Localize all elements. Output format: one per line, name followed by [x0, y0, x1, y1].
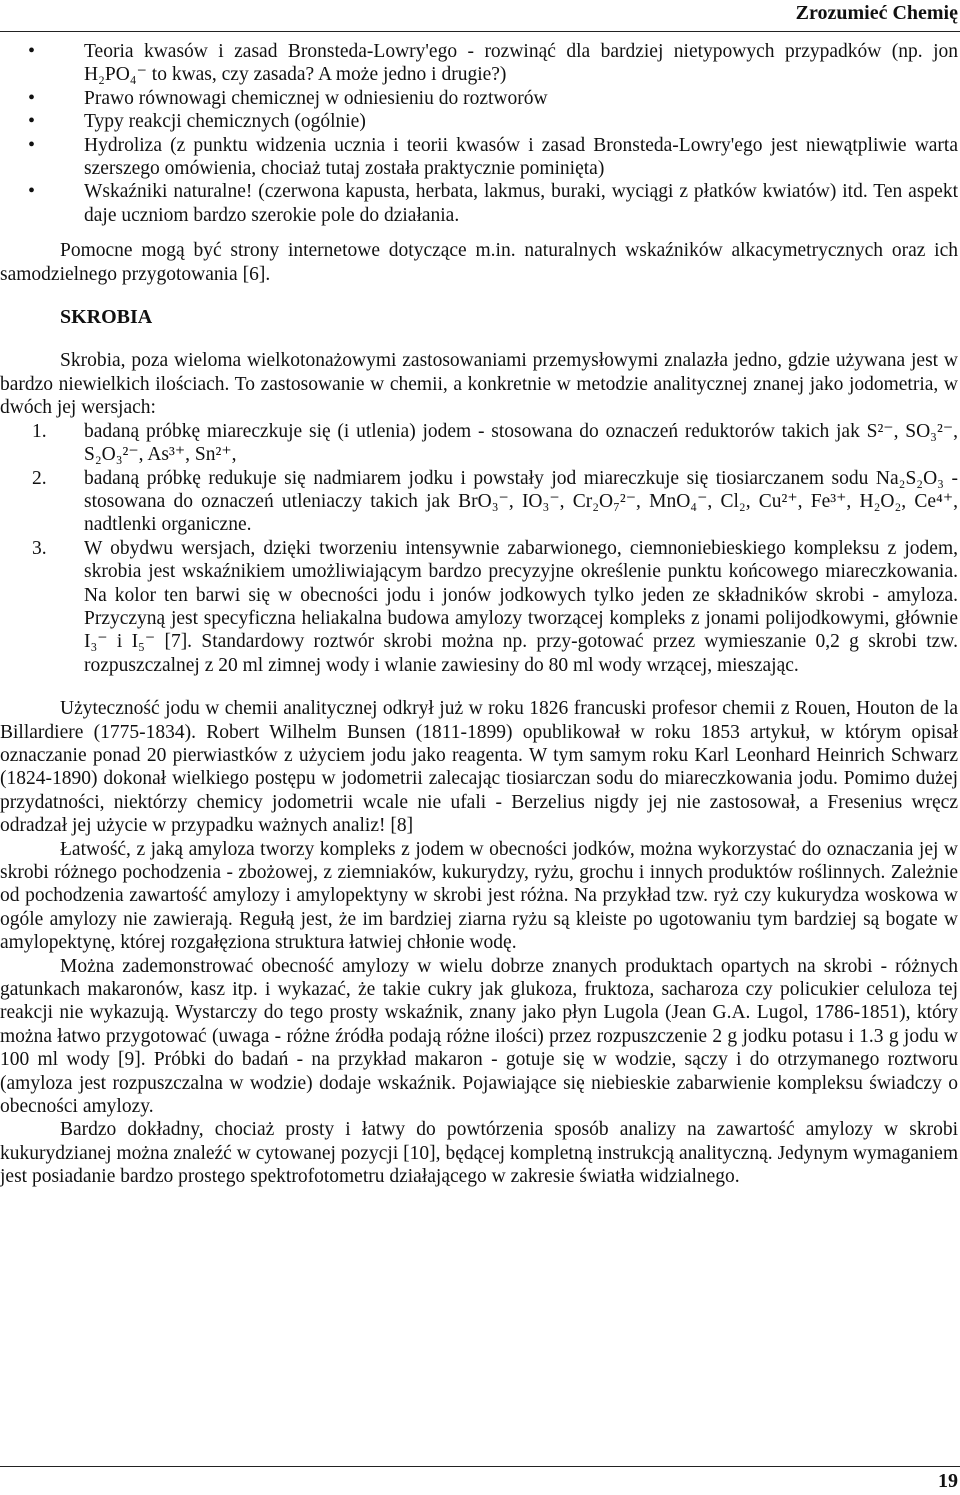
- bullet-item: • Wskaźniki naturalne! (czerwona kapusta, herbata, lakmus, buraki, wyciągi z płatków kwiatów) itd. Ten aspekt daje uczniom bardzo szerokie pole do działania.: [0, 180, 958, 227]
- footer-rule: [0, 1466, 960, 1467]
- item-number: 3.: [32, 537, 47, 559]
- item-number: 2.: [32, 467, 47, 489]
- bullet-item: • Teoria kwasów i zasad Bronsteda-Lowry'ego - rozwinąć dla bardziej nietypowych przypadków (np. jon H₂PO₄⁻ to kwas, czy zasada? A może jedno i drugie?): [0, 40, 958, 87]
- body-paragraph: Użyteczność jodu w chemii analitycznej odkrył już w roku 1826 francuski profesor chemii z Rouen, Houton de la Billardiere (1775-1834). Robert Wilhelm Bunsen (1811-1899) opublikował w roku 1853 artykuł, w którym opisał oznaczanie ponad 20 pierwiastków z użyciem jodu jako reagenta. W tym samym roku Karl Leonhard Heinrich Schwarz (1824-1890) dokonał wielkiego postępu w jodometrii zalecając tiosiarczan sodu do miareczkowania jodu. Pomimo dużej przydatności, niektórzy chemicy jodometrii wcale nie ufali - Berzelius nigdy jej nie zastosował, a Fresenius wręcz odradzał jej użycie w przypadku ważnych analiz! [8]: [0, 698, 958, 837]
- topic-bullet-list: [0, 40, 958, 227]
- body-paragraph: Można zademonstrować obecność amylozy w wielu dobrze znanych produktach opartych na skrobi - różnych gatunkach makaronów, kasz itp. i wykazać, że takie cukry jak glukoza, fruktoza, sacharoza czy policukier celuloza tej reakcji nie wykazują. Wystarczy do tego prosty wskaźnik, znany jako płyn Lugola (Jean G.A. Lugol, 1786-1851), który można łatwo przygotować (uwaga - różne źródła podają różne ilości) przez rozpuszczenie 2 g jodku potasu i 1.3 g jodu w 100 ml wody [9]. Próbki do badań - na przykład makaron - gotuje się w wodzie, sączy i do otrzymanego roztworu (amyloza jest rozpuszczalna w wodzie) dodaje wskaźnik. Pojawiające się niebieskie zabarwienie kompleksu świadczy o obecności amylozy.: [0, 955, 958, 1118]
- section-heading: SKROBIA: [60, 306, 153, 329]
- page-number: 19: [938, 1470, 958, 1492]
- item-text: badaną próbkę redukuje się nadmiarem jodku i powstały jod miareczkuje się tiosiarczanem sodu Na₂S₂O₃ - stosowana do oznaczeń utleniaczy takich jak BrO₃⁻, IO₃⁻, Cr₂O₇²⁻, MnO₄⁻, Cl₂, Cu²⁺, Fe³⁺, H₂O₂, Ce⁴⁺, nadtlenki organiczne.: [84, 467, 958, 536]
- item-text: badaną próbkę miareczkuje się (i utlenia) jodem - stosowana do oznaczeń reduktorów takich jak S²⁻, SO₃²⁻, S₂O₃²⁻, As³⁺, Sn²⁺,: [84, 420, 958, 466]
- bullet-item: • Prawo równowagi chemicznej w odniesieniu do roztworów: [0, 87, 958, 110]
- page-content: [0, 40, 958, 1189]
- item-number: 1.: [32, 420, 47, 442]
- item-text: W obydwu wersjach, dzięki tworzeniu intensywnie zabarwionego, ciemnoniebieskiego kompleksu z jodem, skrobia jest wskaźnikiem umożliwiającym bardzo precyzyjne określenie punktu końcowego miareczkowania. Na kolor ten barwi się w obecności jodu i jonów jodkowych tylko jeden ze składników skrobi - amyloza. Przyczyną jest specyficzna heliakalna budowa amylozy tworzącej kompleks z jonami polijodkowymi, głównie I₃⁻ i I₅⁻ [7]. Standardowy roztwór skrobi można np. przy-gotować przez wymieszanie 0,2 g skrobi tzw. rozpuszczalnej z 20 ml zimnej wody i wlanie zawiesiny do 80 ml wody wrzącej, mieszając.: [84, 537, 958, 676]
- numbered-list: [0, 420, 958, 677]
- numbered-item: [0, 467, 958, 537]
- body-paragraph: Łatwość, z jaką amyloza tworzy kompleks z jodem w obecności jodków, można wykorzystać do oznaczania jej w skrobi różnego pochodzenia - zbożowej, z ziemniaków, kukurydzy, ryżu, grochu i innych produktów roślinnych. Zależnie od pochodzenia zawartość amylozy i amylopektyny w skrobi jest różna. Na przykład tzw. ryż czy kukurydza woskowa w ogóle amylozy nie zawierają. Regułą jest, że im bardziej ziarna ryżu są kleiste po ugotowaniu tym bardziej są bogate w amylopektynę, której rozgałęziona struktura łatwiej chłonie wodę.: [0, 838, 958, 954]
- help-paragraph: Pomocne mogą być strony internetowe dotyczące m.in. naturalnych wskaźników alkacymetrycznych oraz ich samodzielnego przygotowania [6].: [0, 240, 958, 285]
- bullet-item: • Hydroliza (z punktu widzenia ucznia i teorii kwasów i zasad Bronsteda-Lowry'ego jest niewątpliwie warta szerszego omówienia, chociaż tutaj została praktycznie pominięta): [0, 134, 958, 181]
- numbered-item: [0, 537, 958, 677]
- numbered-item: [0, 420, 958, 467]
- running-header: Zrozumieć Chemię: [795, 2, 958, 24]
- intro-paragraph: Skrobia, poza wieloma wielkotonażowymi zastosowaniami przemysłowymi znalazła jedno, gdzie używana jest w bardzo niewielkich ilościach. To zastosowanie w chemii, a konkretnie w metodzie analitycznej znanej jako jodometria, w dwóch jej wersjach:: [0, 350, 958, 419]
- body-paragraph: Bardzo dokładny, chociaż prosty i łatwy do powtórzenia sposób analizy na zawartość amylozy w skrobi kukurydzianej można znaleźć w cytowanej pozycji [10], będącej kompletną instrukcją analityczną. Jedynym wymaganiem jest posiadanie bardzo prostego spektrofotometru działającego w zakresie światła widzialnego.: [0, 1119, 958, 1188]
- header-rule: [0, 31, 960, 32]
- bullet-item: • Typy reakcji chemicznych (ogólnie): [0, 110, 958, 133]
